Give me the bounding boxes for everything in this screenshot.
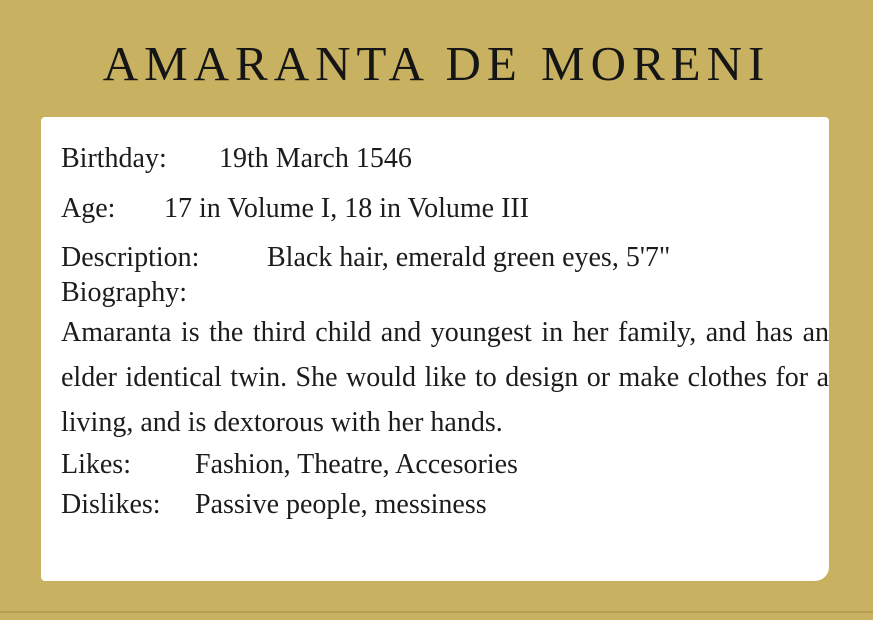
birthday-value: 19th March 1546	[219, 143, 412, 174]
birthday-label: Birthday:	[61, 143, 167, 174]
birthday-row	[61, 139, 829, 189]
character-card	[41, 117, 829, 581]
dislikes-label: Dislikes:	[61, 489, 161, 520]
description-value: Black hair, emerald green eyes, 5'7"	[267, 242, 671, 273]
card-content	[61, 139, 829, 525]
age-row	[61, 189, 829, 238]
bottom-divider	[0, 611, 873, 613]
biography-row	[61, 276, 829, 310]
description-label: Description:	[61, 242, 200, 273]
likes-value: Fashion, Theatre, Accesories	[195, 449, 518, 480]
dislikes-value: Passive people, messiness	[195, 489, 487, 520]
likes-label: Likes:	[61, 449, 131, 480]
age-label: Age:	[61, 193, 116, 224]
dislikes-row	[61, 485, 829, 525]
page-title: AMARANTA DE MORENI	[102, 36, 771, 91]
biography-text: Amaranta is the third child and youngest in her family, and has an elder identical twin. She would like to design or make clothes for a living, and is dextorous with her hands.	[61, 317, 829, 438]
age-value: 17 in Volume I, 18 in Volume III	[164, 193, 530, 224]
biography-label: Biography:	[61, 277, 187, 308]
description-row	[61, 238, 829, 276]
likes-row	[61, 445, 829, 485]
